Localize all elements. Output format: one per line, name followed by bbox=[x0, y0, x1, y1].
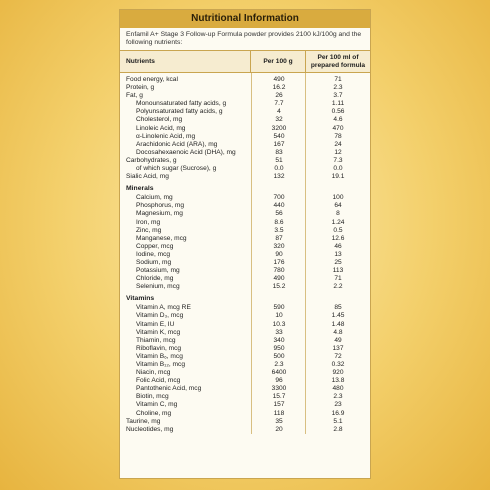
nutrient-name: Vitamin E, IU bbox=[136, 320, 175, 328]
value-per-100ml: 7.3 bbox=[333, 156, 343, 164]
table-row bbox=[120, 100, 370, 108]
nutrient-name: Selenium, mcg bbox=[136, 283, 180, 291]
value-per-100g: 700 bbox=[273, 194, 285, 202]
value-per-100ml: 113 bbox=[332, 267, 344, 275]
table-row bbox=[120, 108, 370, 116]
nutrient-name: Iron, mg bbox=[136, 218, 161, 226]
value-per-100ml: 2.2 bbox=[333, 283, 343, 291]
value-per-100g: 320 bbox=[273, 242, 285, 250]
value-per-100g: 33 bbox=[275, 328, 283, 336]
nutrient-name: Zinc, mg bbox=[136, 226, 162, 234]
value-per-100ml: 71 bbox=[334, 275, 342, 283]
value-per-100ml: 470 bbox=[332, 124, 344, 132]
header-per-100ml: Per 100 ml of prepared formula bbox=[305, 51, 370, 72]
table-row bbox=[120, 410, 370, 418]
value-per-100g: 3.5 bbox=[274, 226, 284, 234]
nutrient-name: Iodine, mcg bbox=[136, 250, 171, 258]
table-body bbox=[120, 73, 370, 434]
value-per-100g: 340 bbox=[273, 336, 285, 344]
header-per-100g: Per 100 g bbox=[250, 51, 305, 72]
table-row bbox=[120, 116, 370, 124]
table-row bbox=[120, 243, 370, 251]
value-per-100ml: 19.1 bbox=[331, 173, 345, 181]
value-per-100g: 490 bbox=[273, 275, 285, 283]
value-per-100g: 118 bbox=[273, 409, 285, 417]
nutrient-name: Arachidonic Acid (ARA), mg bbox=[136, 140, 218, 148]
table-row bbox=[120, 345, 370, 353]
value-per-100ml: 0.5 bbox=[333, 226, 343, 234]
nutrient-name: Magnesium, mg bbox=[136, 210, 183, 218]
nutrient-name: Chloride, mg bbox=[136, 275, 174, 283]
value-per-100g: 15.7 bbox=[272, 393, 286, 401]
value-per-100g: 176 bbox=[273, 258, 285, 266]
value-per-100ml: 1.45 bbox=[331, 312, 345, 320]
column-divider bbox=[251, 73, 252, 434]
value-per-100g: 10 bbox=[275, 312, 283, 320]
value-per-100ml: 71 bbox=[334, 76, 342, 83]
table-row bbox=[120, 219, 370, 227]
table-row bbox=[120, 259, 370, 267]
value-per-100ml: 2.3 bbox=[333, 84, 343, 92]
value-per-100g: 540 bbox=[273, 132, 285, 140]
value-per-100ml: 100 bbox=[332, 194, 344, 202]
table-row bbox=[120, 173, 370, 181]
table-row bbox=[120, 141, 370, 149]
nutrient-name: Vitamin B₁₂, mcg bbox=[136, 361, 186, 368]
value-per-100g: 500 bbox=[273, 352, 285, 360]
value-per-100ml: 137 bbox=[332, 344, 344, 352]
value-per-100g: 3200 bbox=[271, 124, 287, 132]
nutrient-name: Thiamin, mcg bbox=[136, 336, 176, 344]
value-per-100g: 10.3 bbox=[272, 320, 286, 328]
nutrition-panel bbox=[119, 9, 371, 479]
value-per-100g: 16.2 bbox=[272, 84, 286, 92]
value-per-100g: 90 bbox=[275, 250, 283, 258]
table-row bbox=[120, 275, 370, 283]
table-row bbox=[120, 418, 370, 426]
nutrient-name: of which sugar (Sucrose), g bbox=[136, 165, 217, 173]
table-row bbox=[120, 125, 370, 133]
value-per-100ml: 0.0 bbox=[333, 165, 343, 173]
value-per-100ml: 0.32 bbox=[331, 361, 345, 368]
table-row bbox=[120, 353, 370, 361]
nutrient-name: Pantothenic Acid, mcg bbox=[136, 385, 202, 393]
nutrient-name: Protein, g bbox=[126, 84, 155, 92]
table-row bbox=[120, 84, 370, 92]
value-per-100ml: 49 bbox=[334, 336, 342, 344]
nutrient-name: Manganese, mcg bbox=[136, 234, 187, 242]
nutrient-name: Vitamin D₃, mcg bbox=[136, 312, 184, 320]
nutrient-name: Monounsaturated fatty acids, g bbox=[136, 100, 227, 108]
nutrient-name: Carbohydrates, g bbox=[126, 156, 177, 164]
nutrient-name: Biotin, mcg bbox=[136, 393, 169, 401]
table-row bbox=[120, 377, 370, 385]
value-per-100g: 167 bbox=[273, 140, 285, 148]
table-row bbox=[120, 369, 370, 377]
table-row bbox=[120, 194, 370, 202]
table-row bbox=[120, 133, 370, 141]
table-row bbox=[120, 267, 370, 275]
value-per-100ml: 64 bbox=[334, 202, 342, 210]
table-row bbox=[120, 227, 370, 235]
value-per-100g: 490 bbox=[273, 76, 285, 83]
value-per-100ml: 8 bbox=[336, 210, 340, 218]
value-per-100g: 26 bbox=[275, 92, 283, 100]
value-per-100g: 35 bbox=[275, 417, 283, 425]
table-row bbox=[120, 385, 370, 393]
value-per-100g: 590 bbox=[273, 304, 285, 312]
value-per-100ml: 85 bbox=[334, 304, 342, 312]
nutrient-name: Cholesterol, mg bbox=[136, 116, 183, 124]
value-per-100ml: 4.6 bbox=[333, 116, 343, 124]
value-per-100g: 3300 bbox=[271, 385, 287, 393]
nutrient-name: Potassium, mg bbox=[136, 267, 180, 275]
section-heading: Vitamins bbox=[126, 295, 155, 303]
nutrient-name: Calcium, mg bbox=[136, 194, 173, 202]
value-per-100ml: 1.48 bbox=[331, 320, 345, 328]
nutrient-name: Vitamin A, mcg RE bbox=[136, 304, 191, 312]
table-row bbox=[120, 76, 370, 84]
nutrient-name: α-Linolenic Acid, mg bbox=[136, 132, 196, 140]
nutrient-name: Phosphorus, mg bbox=[136, 202, 185, 210]
nutrient-name: Vitamin K, mcg bbox=[136, 328, 181, 336]
value-per-100g: 6400 bbox=[271, 369, 287, 377]
panel-title: Nutritional Information bbox=[120, 10, 370, 28]
nutrient-name: Fat, g bbox=[126, 92, 143, 100]
value-per-100ml: 24 bbox=[334, 140, 342, 148]
table-row bbox=[120, 251, 370, 259]
value-per-100ml: 2.8 bbox=[333, 425, 343, 433]
value-per-100ml: 0.56 bbox=[331, 108, 345, 116]
table-row bbox=[120, 361, 370, 369]
table-row bbox=[120, 210, 370, 218]
intro-text: Enfamil A+ Stage 3 Follow-up Formula powder provides 2100 kJ/100g and the following nutrients: bbox=[126, 31, 362, 46]
column-divider bbox=[305, 73, 306, 434]
section-heading: Minerals bbox=[126, 185, 154, 193]
value-per-100g: 83 bbox=[275, 148, 283, 156]
table-row bbox=[120, 149, 370, 157]
table-row bbox=[120, 304, 370, 312]
value-per-100g: 4 bbox=[277, 108, 281, 116]
nutrient-name: Choline, mg bbox=[136, 409, 172, 417]
table-header bbox=[120, 50, 370, 73]
value-per-100g: 15.2 bbox=[272, 283, 286, 291]
value-per-100g: 7.7 bbox=[274, 100, 284, 108]
value-per-100g: 20 bbox=[275, 425, 283, 433]
table-row bbox=[120, 426, 370, 434]
nutrient-name: Food energy, kcal bbox=[126, 76, 178, 83]
value-per-100ml: 2.3 bbox=[333, 393, 343, 401]
nutrient-name: Copper, mcg bbox=[136, 242, 174, 250]
value-per-100ml: 1.24 bbox=[331, 218, 345, 226]
table-row bbox=[120, 283, 370, 291]
header-nutrients: Nutrients bbox=[126, 58, 155, 65]
value-per-100g: 96 bbox=[275, 377, 283, 385]
table-row bbox=[120, 92, 370, 100]
value-per-100ml: 3.7 bbox=[333, 92, 343, 100]
value-per-100ml: 4.8 bbox=[333, 328, 343, 336]
table-row bbox=[120, 337, 370, 345]
value-per-100g: 8.6 bbox=[274, 218, 284, 226]
value-per-100g: 56 bbox=[275, 210, 283, 218]
value-per-100ml: 78 bbox=[334, 132, 342, 140]
nutrient-name: Polyunsaturated fatty acids, g bbox=[136, 108, 223, 116]
table-row bbox=[120, 165, 370, 173]
value-per-100ml: 13 bbox=[334, 250, 342, 258]
nutrient-name: Linoleic Acid, mg bbox=[136, 124, 186, 132]
table-row bbox=[120, 329, 370, 337]
value-per-100g: 51 bbox=[275, 156, 283, 164]
value-per-100g: 87 bbox=[275, 234, 283, 242]
value-per-100ml: 480 bbox=[332, 385, 344, 393]
value-per-100ml: 25 bbox=[334, 258, 342, 266]
value-per-100ml: 72 bbox=[334, 352, 342, 360]
nutrient-name: Niacin, mcg bbox=[136, 369, 171, 377]
value-per-100g: 132 bbox=[273, 173, 285, 181]
table-row bbox=[120, 393, 370, 401]
value-per-100g: 0.0 bbox=[274, 165, 284, 173]
value-per-100g: 950 bbox=[273, 344, 285, 352]
nutrient-name: Nucleotides, mg bbox=[126, 425, 174, 433]
value-per-100ml: 1.11 bbox=[331, 100, 345, 108]
value-per-100ml: 12 bbox=[334, 148, 342, 156]
value-per-100ml: 13.8 bbox=[331, 377, 345, 385]
table-row bbox=[120, 157, 370, 165]
value-per-100g: 32 bbox=[275, 116, 283, 124]
value-per-100ml: 16.9 bbox=[331, 409, 345, 417]
value-per-100g: 157 bbox=[273, 401, 285, 409]
value-per-100ml: 46 bbox=[334, 242, 342, 250]
nutrient-name: Sialic Acid, mg bbox=[126, 173, 169, 181]
nutrient-name: Vitamin B₆, mcg bbox=[136, 352, 183, 360]
value-per-100g: 440 bbox=[273, 202, 285, 210]
table-row bbox=[120, 202, 370, 210]
table-row bbox=[120, 401, 370, 409]
table-row bbox=[120, 321, 370, 329]
value-per-100g: 780 bbox=[273, 267, 285, 275]
nutrient-name: Docosahexaenoic Acid (DHA), mg bbox=[136, 148, 236, 156]
value-per-100ml: 920 bbox=[332, 369, 344, 377]
nutrient-name: Sodium, mg bbox=[136, 258, 172, 266]
nutrient-name: Vitamin C, mg bbox=[136, 401, 178, 409]
value-per-100ml: 23 bbox=[334, 401, 342, 409]
table-row bbox=[120, 235, 370, 243]
table-row bbox=[120, 312, 370, 320]
nutrient-name: Taurine, mg bbox=[126, 417, 161, 425]
nutrient-name: Folic Acid, mcg bbox=[136, 377, 181, 385]
value-per-100g: 2.3 bbox=[274, 361, 284, 368]
value-per-100ml: 12.6 bbox=[331, 234, 345, 242]
value-per-100ml: 5.1 bbox=[333, 417, 343, 425]
nutrient-name: Riboflavin, mcg bbox=[136, 344, 182, 352]
